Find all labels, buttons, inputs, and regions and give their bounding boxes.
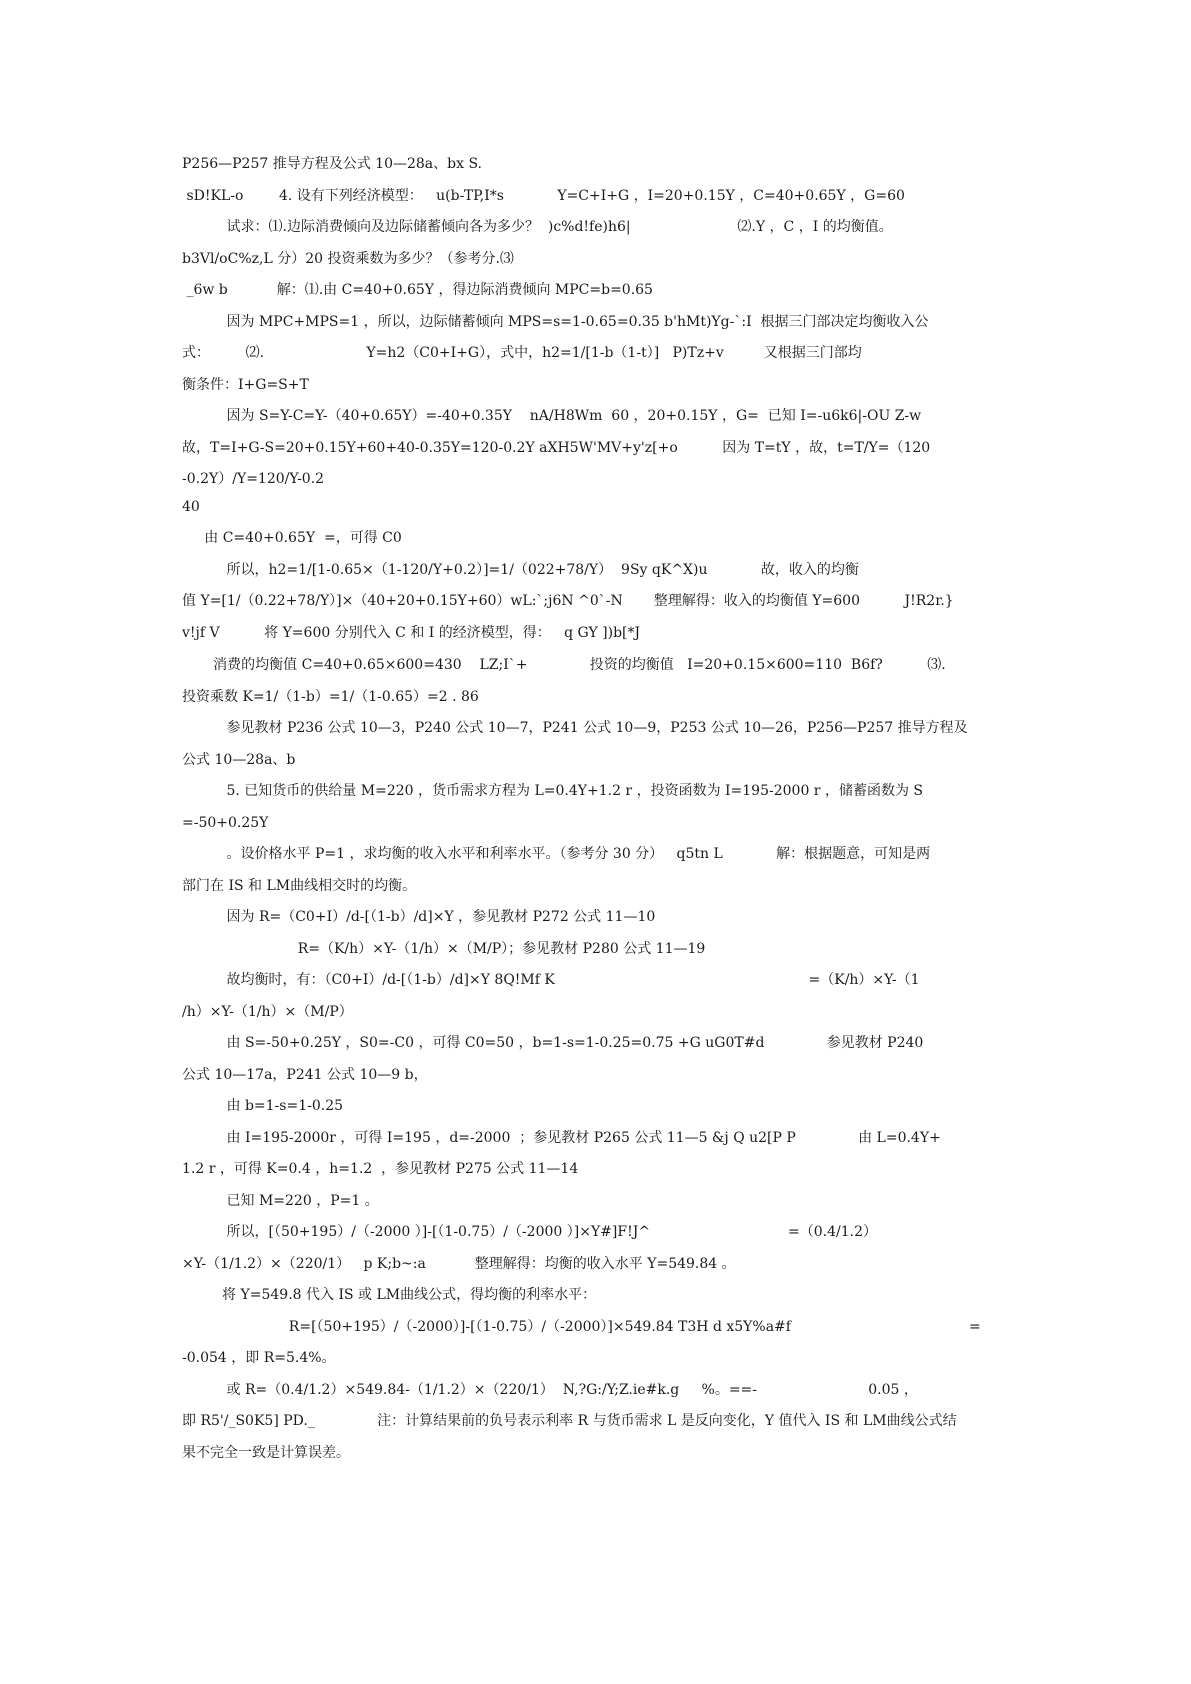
text-line: 衡条件：I+G=S+T <box>182 377 309 393</box>
text-line: R=（K/h）×Y-（1/h）×（M/P）；参见教材 P280 公式 11—19 <box>182 941 706 957</box>
text-line: 故均衡时，有：（C0+I）/d-[（1-b）/d]×Y 8Q!Mf K =（K/h）×Y-（1 <box>182 972 920 988</box>
text-line: 40 <box>182 499 200 515</box>
text-line: 或 R=（0.4/1.2）×549.84-（1/1.2）×（220/1） N,?G:/Y;Z.ie#k.g %。==- 0.05 ， <box>182 1382 918 1398</box>
text-line: 公式 10—17a，P241 公式 10—9 b， <box>182 1067 428 1083</box>
text-line: 即 R5'/_S0K5] PD._ 注：计算结果前的负号表示利率 R 与货币需求 L 是反向变化，Y 值代入 IS 和 LM曲线公式结 <box>182 1413 957 1429</box>
text-line: 将 Y=549.8 代入 IS 或 LM曲线公式，得均衡的利率水平： <box>182 1287 597 1303</box>
text-line: =-50+0.25Y <box>182 815 269 831</box>
text-line: sD!KL-o 4. 设有下列经济模型： u(b-TP,I*s Y=C+I+G ，I=20+0.15Y ，C=40+0.65Y ，G=60 <box>182 188 905 204</box>
text-line: 式： ⑵. Y=h2（C0+I+G），式中，h2=1/[1-b（1-t）] P)Tz+v 又根据三门部均 <box>182 345 862 361</box>
text-line: 已知 M=220 ，P=1 。 <box>182 1193 379 1209</box>
text-line: -0.054 ，即 R=5.4%。 <box>182 1350 336 1366</box>
text-line: ×Y-（1/1.2）×（220/1） p K;b~:a 整理解得：均衡的收入水平 Y=549.84 。 <box>182 1256 736 1272</box>
text-line: /h）×Y-（1/h）×（M/P） <box>182 1004 353 1020</box>
text-line: 消费的均衡值 C=40+0.65×600=430 LZ;I`+ 投资的均衡值 I=20+0.15×600=110 B6f? ⑶. <box>182 657 946 673</box>
text-line: R=[（50+195）/（-2000）]-[（1-0.75）/（-2000）]×549.84 T3H d x5Y%a#f = <box>182 1319 981 1335</box>
text-line: 因为 R=（C0+I）/d-[（1-b）/d]×Y ，参见教材 P272 公式 11—10 <box>182 909 656 925</box>
text-line: -0.2Y）/Y=120/Y-0.2 <box>182 471 325 487</box>
text-line: _6w b 解：⑴.由 C=40+0.65Y ，得边际消费倾向 MPC=b=0.65 <box>182 282 653 298</box>
text-line: 公式 10—28a、b <box>182 752 296 768</box>
text-line: 1.2 r ，可得 K=0.4 ，h=1.2 ，参见教材 P275 公式 11—14 <box>182 1161 579 1177</box>
text-line: b3Vl/oC%z,L 分）20 投资乘数为多少？（参考分.⑶ <box>182 251 514 267</box>
text-line: 所以，[（50+195）/（-2000 ）]-[（1-0.75）/（-2000 ）]×Y#]F!J^ =（0.4/1.2） <box>182 1224 877 1240</box>
text-line: 参见教材 P236 公式 10—3，P240 公式 10—7，P241 公式 10—9，P253 公式 10—26，P256—P257 推导方程及 <box>182 720 968 736</box>
text-line: 值 Y=[1/（0.22+78/Y）]×（40+20+0.15Y+60）wL:`;j6N ^0`-N 整理解得：收入的均衡值 Y=600 J!R2r.} <box>182 593 954 609</box>
text-line: 因为 S=Y-C=Y-（40+0.65Y）=-40+0.35Y nA/H8Wm 60 ，20+0.15Y ，G= 已知 I=-u6k6|-OU Z-w <box>182 408 922 424</box>
text-line: 由 I=195-2000r ，可得 I=195 ，d=-2000 ；参见教材 P265 公式 11—5 &j Q u2[P P 由 L=0.4Y+ <box>182 1130 941 1146</box>
text-line: 因为 MPC+MPS=1 ，所以，边际储蓄倾向 MPS=s=1-0.65=0.35 b'hMt)Yg-`:I 根据三门部决定均衡收入公 <box>182 314 929 330</box>
text-line: 投资乘数 K=1/（1-b）=1/（1-0.65）=2 . 86 <box>182 689 479 705</box>
text-line: 故，T=I+G-S=20+0.15Y+60+40-0.35Y=120-0.2Y aXH5W'MV+y'z[+o 因为 T=tY ，故，t=T/Y=（120 <box>182 440 931 456</box>
text-line: 由 S=-50+0.25Y ，S0=-C0 ，可得 C0=50 ，b=1-s=1-0.25=0.75 +G uG0T#d 参见教材 P240 <box>182 1035 924 1051</box>
text-line: 。设价格水平 P=1 ，求均衡的收入水平和利率水平。（参考分 30 分） q5tn L 解：根据题意，可知是两 <box>182 846 931 862</box>
text-line: P256—P257 推导方程及公式 10—28a、bx S. <box>182 156 483 172</box>
text-line: 果不完全一致是计算误差。 <box>182 1445 350 1461</box>
text-line: v!jf V 将 Y=600 分别代入 C 和 I 的经济模型，得： q GY ])b[*J <box>182 625 641 641</box>
text-line: 5. 已知货币的供给量 M=220 ，货币需求方程为 L=0.4Y+1.2 r ，投资函数为 I=195-2000 r ，储蓄函数为 S <box>182 783 923 799</box>
text-line: 由 C=40+0.65Y =，可得 C0 <box>182 530 402 546</box>
text-line: 由 b=1-s=1-0.25 <box>182 1098 344 1114</box>
text-line: 试求：⑴.边际消费倾向及边际储蓄倾向各为多少？ )c%d!fe)h6| ⑵.Y ，C ，I 的均衡值。 <box>182 219 893 235</box>
text-line: 所以，h2=1/[1-0.65×（1-120/Y+0.2）]=1/（022+78/Y） 9Sy qK^X)u 故，收入的均衡 <box>182 562 859 578</box>
text-line: 部门在 IS 和 LM曲线相交时的均衡。 <box>182 878 417 894</box>
